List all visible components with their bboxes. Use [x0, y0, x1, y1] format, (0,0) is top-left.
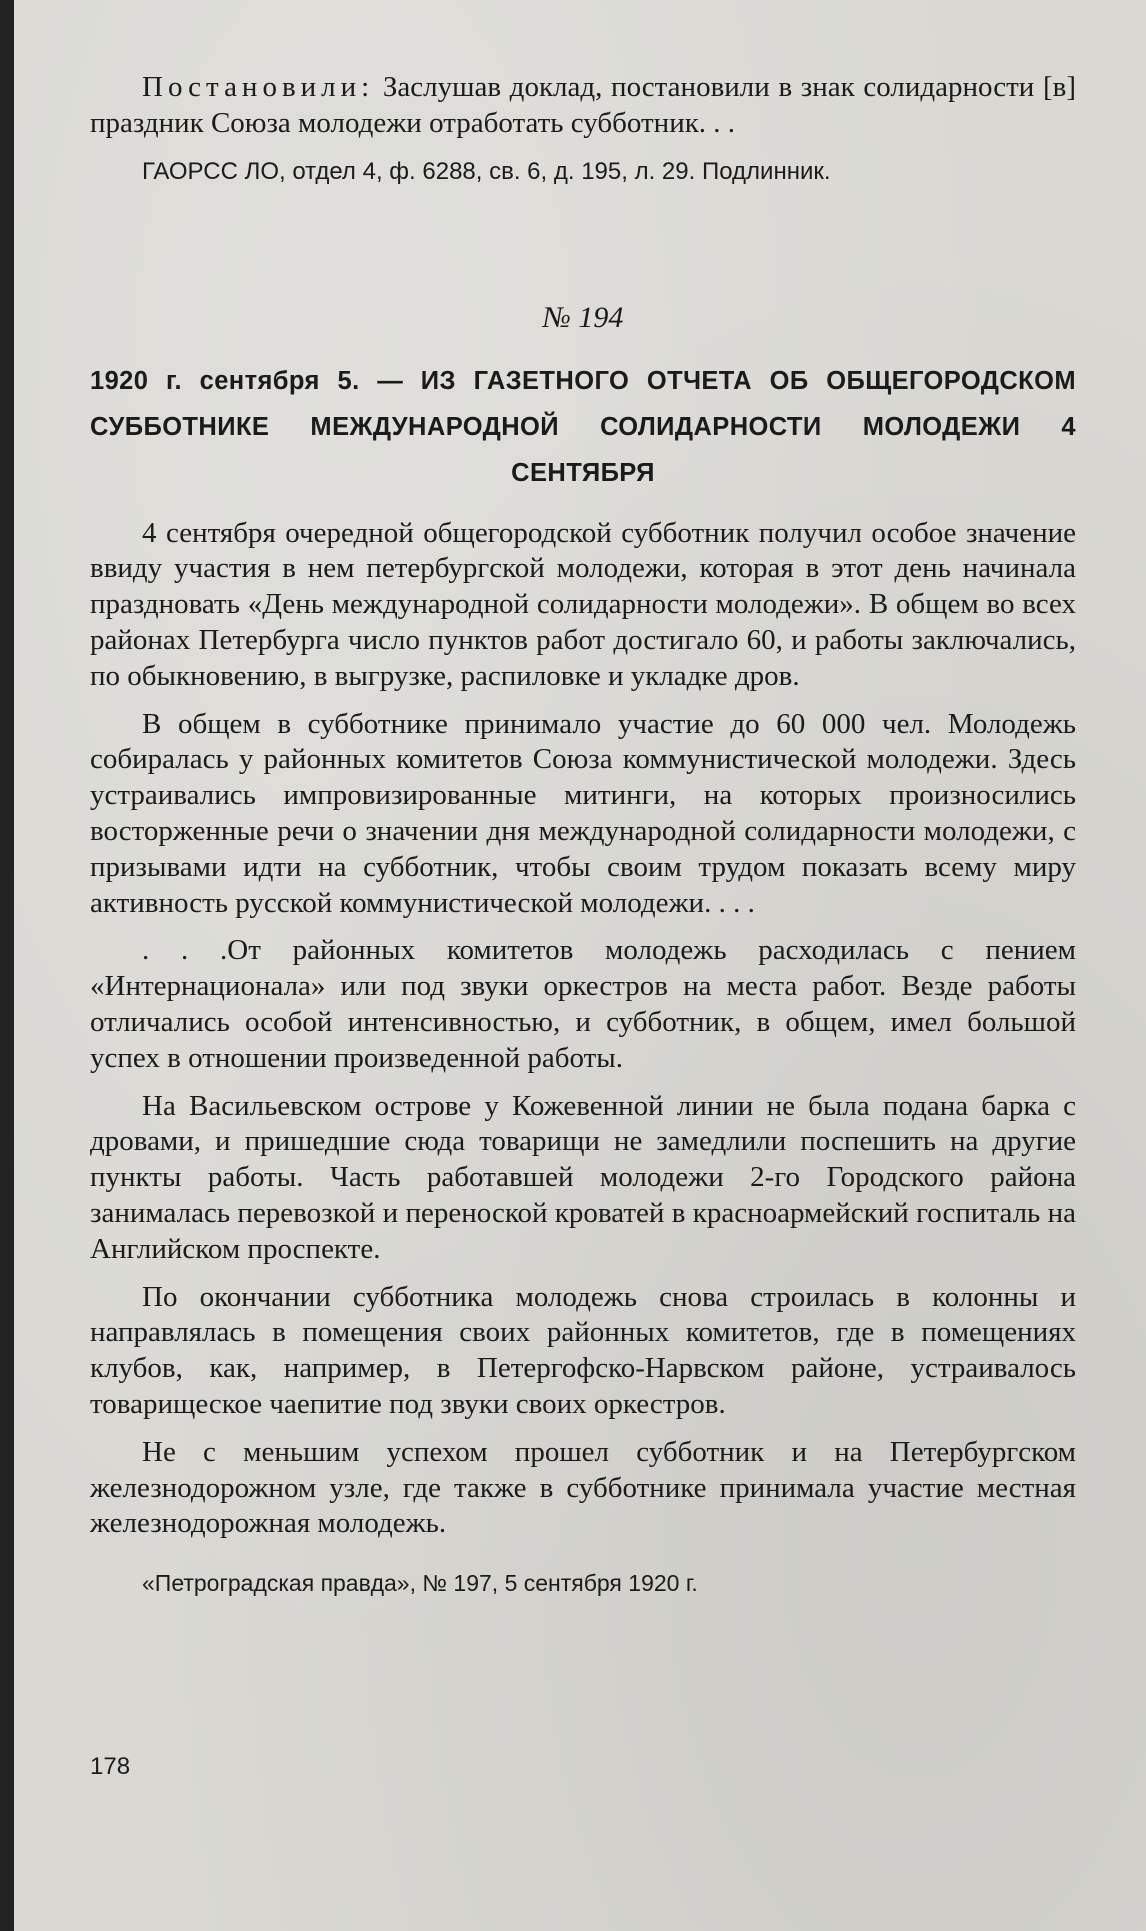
resolution-text: Заслушав доклад, постановили в знак солидарности [в] праздник Союза молодежи отработать субботник. . . [90, 71, 1076, 139]
page-content [90, 70, 1076, 1598]
body-paragraph-4: На Васильевском острове у Кожевенной линии не была подана барка с дровами, и пришедшие сюда товарищи не замедлили поспешить на другие пункты работы. Часть работавшей молодежи 2-го Городского района занималась перевозкой и переноской кроватей в красноармейский госпиталь на Английском проспекте. [90, 1089, 1076, 1265]
body-paragraph-6: Не с меньшим успехом прошел субботник и на Петербургском железнодорожном узле, где также в субботнике принимала участие местная железнодорожная молодежь. [90, 1435, 1076, 1540]
heading-title: — ИЗ ГАЗЕТНОГО ОТЧЕТА ОБ ОБЩЕГОРОДСКОМ СУББОТНИКЕ МЕЖДУНАРОДНОЙ СОЛИДАРНОСТИ МОЛОДЕЖИ 4 СЕНТЯБРЯ [90, 366, 1076, 487]
resolution-label: Постановили: [142, 71, 375, 103]
body-paragraph-1: 4 сентября очередной общегородской субботник получил особое значение ввиду участия в нем петербургской молодежи, которая в этот день начинала праздновать «День международной солидарности молодежи». В общем во всех районах Петербурга число пунктов работ достигало 60, и работы заключались, по обыкновению, в выгрузке, распиловке и укладке дров. [90, 516, 1076, 692]
newspaper-source: «Петроградская правда», № 197, 5 сентября 1920 г. [142, 1570, 698, 1597]
document-number: № 194 [542, 300, 624, 334]
body-paragraph-2: В общем в субботнике принимало участие до 60 000 чел. Молодежь собиралась у районных комитетов Союза коммунистической молодежи. Здесь устраивались импровизированные митинги, на которых произносились восторженные речи о значении дня международной солидарности молодежи, с призывами идти на субботник, чтобы своим трудом показать всему миру активность русской коммунистической молодежи. . . . [90, 707, 1076, 919]
book-page [14, 0, 1146, 1931]
resolution-paragraph [90, 70, 1076, 142]
archive-source: ГАОРСС ЛО, отдел 4, ф. 6288, св. 6, д. 195, л. 29. Подлинник. [142, 157, 831, 185]
heading-date: 1920 г. сентября 5. [90, 366, 360, 395]
page-number: 178 [90, 1753, 131, 1780]
body-paragraph-3: . . .От районных комитетов молодежь расходилась с пением «Интернационала» или под звуки оркестров на места работ. Везде работы отличались особой интенсивностью, и субботник, в общем, имел большой успех в отношении произведенной работы. [90, 934, 1076, 1074]
body-paragraph-5: По окончании субботника молодежь снова строилась в колонны и направлялась в помещения своих районных комитетов, где в помещениях клубов, как, например, в Петергофско-Нарвском районе, устраивалось товарищеское чаепитие под звуки своих оркестров. [90, 1280, 1076, 1420]
document-heading [90, 358, 1076, 496]
